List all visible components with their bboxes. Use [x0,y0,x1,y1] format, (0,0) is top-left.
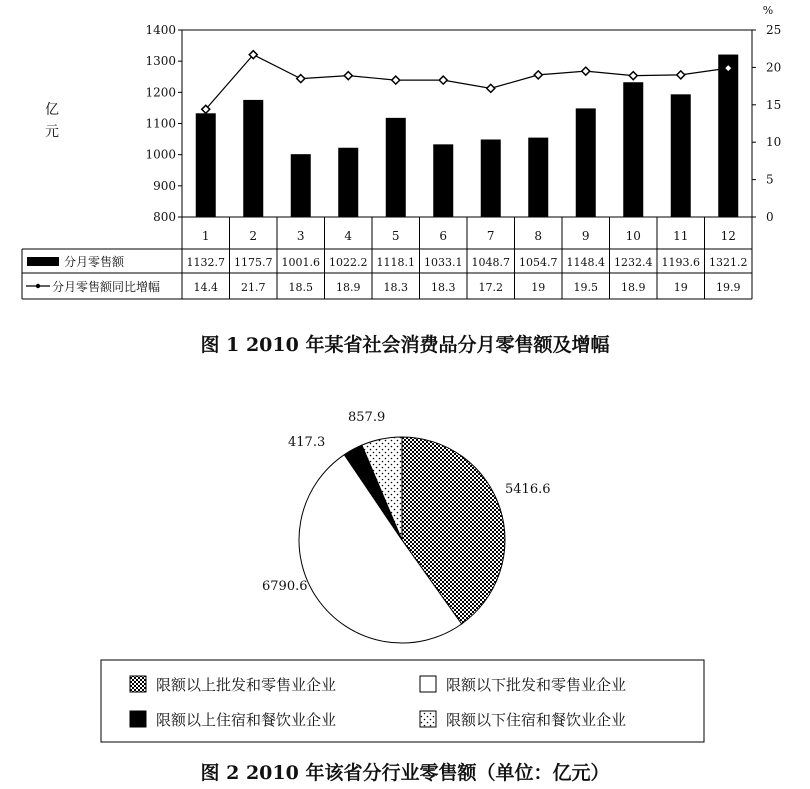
bar [433,144,453,217]
left-axis-tick-label: 1200 [145,85,176,100]
legend-swatch [420,711,436,727]
bar-value-label: 1193.6 [661,256,700,269]
growth-value-label: 19.9 [716,281,741,294]
chart2-title: 图 2 2010 年该省分行业零售额（单位：亿元） [200,762,610,784]
growth-point [344,72,352,80]
x-tick-label: 9 [581,229,590,243]
bar-value-label: 1132.7 [186,256,225,269]
plot-frame [182,30,752,217]
left-axis-tick-label: 900 [153,178,176,193]
bar [196,113,216,217]
bar-value-label: 1175.7 [234,256,273,269]
bar [243,100,263,217]
right-axis-tick-label: 10 [766,135,782,150]
legend-label: 限额以上批发和零售业企业 [156,676,337,694]
x-tick-label: 10 [625,229,641,243]
bar-value-label: 1022.2 [329,256,368,269]
right-axis-tick-label: 5 [766,172,774,187]
growth-value-label: 18.3 [383,281,408,294]
bar [718,55,738,217]
bar-value-label: 1148.4 [566,256,605,269]
growth-point [297,75,305,83]
growth-point [677,71,685,79]
slice-value-label: 6790.6 [262,579,308,594]
legend-swatch [130,676,146,692]
bar [576,108,596,217]
growth-point [582,67,590,75]
legend-box [101,660,704,742]
growth-value-label: 19 [673,281,688,294]
x-tick-label: 8 [534,229,543,243]
left-axis-tick-label: 1300 [145,54,176,69]
bar-value-label: 1232.4 [614,256,653,269]
legend-swatch [420,676,436,692]
growth-value-label: 21.7 [241,281,266,294]
chart1-title: 图 1 2010 年某省社会消费品分月零售额及增幅 [200,334,610,356]
x-tick-label: 3 [296,229,305,243]
right-axis-tick-label: 25 [766,23,782,37]
left-axis-label: 元 [45,124,59,140]
legend-bar-label: 分月零售额 [64,255,125,269]
growth-point [392,76,400,84]
x-tick-label: 2 [249,229,258,243]
right-axis-label: % [762,4,774,17]
bar-value-label: 1048.7 [471,256,510,269]
growth-value-label: 18.3 [431,281,456,294]
growth-value-label: 19 [531,281,546,294]
slice-value-label: 857.9 [348,410,386,425]
growth-point [629,72,637,80]
x-tick-label: 12 [720,229,736,243]
growth-value-label: 19.5 [573,281,598,294]
x-tick-label: 5 [391,229,400,243]
x-tick-label: 6 [439,229,448,243]
x-tick-label: 7 [486,229,495,243]
slice-value-label: 5416.6 [505,482,551,497]
bar [623,82,643,217]
legend-label: 限额以上住宿和餐饮业企业 [156,711,337,729]
growth-point [534,71,542,79]
industry-sales-pie [0,355,810,760]
growth-value-label: 18.9 [621,281,646,294]
x-tick-label: 11 [673,229,689,243]
left-axis-tick-label: 1400 [145,23,176,37]
left-axis-tick-label: 1000 [145,147,176,162]
growth-value-label: 17.2 [478,281,503,294]
legend-swatch [130,711,146,727]
bar-value-label: 1118.1 [376,256,415,269]
x-tick-label: 1 [201,229,210,243]
right-axis-tick-label: 0 [766,210,774,224]
legend-label: 限额以下住宿和餐饮业企业 [446,711,627,729]
bar-value-label: 1321.2 [709,256,748,269]
legend-label: 限额以下批发和零售业企业 [446,676,627,694]
bar [528,138,548,217]
growth-line [206,55,729,110]
bar [481,139,501,217]
growth-point [487,84,495,92]
bar [338,148,358,217]
legend-line-label: 分月零售额同比增幅 [52,280,161,294]
bar-value-label: 1001.6 [281,256,320,269]
legend-line-marker [36,284,40,288]
left-axis-tick-label: 800 [153,210,176,224]
right-axis-tick-label: 20 [766,60,782,75]
right-axis-tick-label: 15 [766,97,782,112]
bar-value-label: 1054.7 [519,256,558,269]
bar [386,118,406,217]
monthly-sales-chart [0,0,810,320]
growth-point [439,76,447,84]
growth-value-label: 18.9 [336,281,361,294]
growth-value-label: 18.5 [288,281,313,294]
growth-value-label: 14.4 [193,281,218,294]
x-tick-label: 4 [344,229,353,243]
left-axis-label: 亿 [45,102,59,118]
bar [671,94,691,217]
bar-value-label: 1033.1 [424,256,463,269]
slice-value-label: 417.3 [288,435,326,450]
left-axis-tick-label: 1100 [145,116,176,131]
bar [291,154,311,217]
legend-bar-swatch [27,257,59,266]
